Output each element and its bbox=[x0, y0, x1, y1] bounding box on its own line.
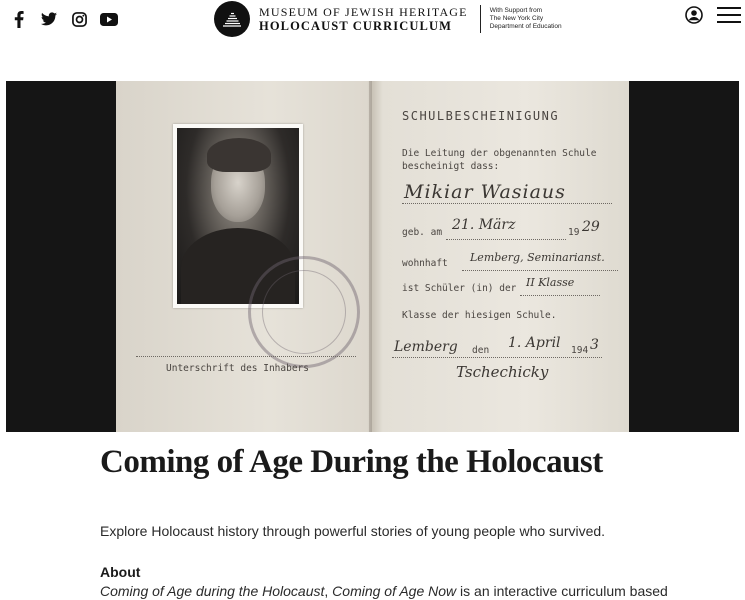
brand-text bbox=[259, 5, 468, 33]
brand-curriculum-name: HOLOCAUST CURRICULUM bbox=[259, 19, 452, 33]
account-icon bbox=[685, 6, 703, 24]
hamburger-menu-icon bbox=[717, 6, 741, 24]
den-label: den bbox=[472, 345, 490, 356]
brand-museum-name: MUSEUM OF JEWISH HERITAGE bbox=[259, 5, 468, 19]
student-label: ist Schüler (in) der bbox=[402, 283, 517, 294]
handwritten-city: Lemberg bbox=[394, 339, 458, 355]
youtube-link[interactable] bbox=[94, 9, 124, 29]
handwritten-class: II Klasse bbox=[526, 276, 575, 289]
handwritten-signature: Tschechicky bbox=[456, 363, 549, 381]
handwritten-name: Mikiar Wasiaus bbox=[404, 181, 566, 203]
about-text-rest: is an interactive curriculum based bbox=[456, 583, 668, 599]
instagram-icon bbox=[72, 12, 87, 27]
about-sep: , bbox=[324, 583, 333, 599]
support-line-2: The New York City bbox=[489, 15, 544, 22]
brand-divider bbox=[480, 5, 481, 33]
facebook-icon bbox=[14, 11, 24, 28]
site-logo[interactable] bbox=[214, 1, 562, 37]
about-text bbox=[100, 583, 668, 599]
born-year-printed: 19 bbox=[568, 227, 580, 238]
handwritten-born-date: 21. März bbox=[452, 217, 516, 233]
class-label: Klasse der hiesigen Schule. bbox=[402, 310, 557, 321]
year-printed: 194 bbox=[571, 345, 589, 356]
handwritten-year: 3 bbox=[590, 337, 599, 353]
signature-label: Unterschrift des Inhabers bbox=[166, 363, 309, 374]
hero-image bbox=[6, 81, 739, 432]
header-actions bbox=[685, 6, 741, 24]
page-intro: Explore Holocaust history through powerful stories of young people who survived. bbox=[100, 523, 606, 539]
support-line-3: Department of Education bbox=[489, 23, 562, 30]
site-header bbox=[0, 0, 745, 40]
document-intro: Die Leitung der obgenannten Schule bescheinigt dass: bbox=[402, 148, 597, 172]
support-credit bbox=[490, 7, 562, 31]
official-stamp-inner bbox=[262, 270, 346, 354]
school-certificate-document bbox=[116, 81, 629, 432]
about-title-1: Coming of Age during the Holocaust bbox=[100, 583, 325, 599]
document-title: SCHULBESCHEINIGUNG bbox=[402, 109, 560, 123]
twitter-link[interactable] bbox=[34, 9, 64, 29]
menu-button[interactable] bbox=[717, 6, 741, 24]
support-line-1: With Support from bbox=[489, 7, 543, 14]
facebook-link[interactable] bbox=[4, 9, 34, 29]
account-button[interactable] bbox=[685, 6, 703, 24]
document-fold bbox=[369, 81, 372, 432]
handwritten-born-year: 29 bbox=[582, 219, 600, 235]
born-label: geb. am bbox=[402, 227, 443, 238]
residence-label: wohnhaft bbox=[402, 258, 448, 269]
instagram-link[interactable] bbox=[64, 9, 94, 29]
social-links bbox=[4, 9, 124, 29]
handwritten-residence: Lemberg, Seminarianst. bbox=[470, 251, 605, 264]
handwritten-date: 1. April bbox=[508, 335, 561, 351]
about-title-2: Coming of Age Now bbox=[332, 583, 457, 599]
twitter-icon bbox=[41, 12, 57, 26]
museum-logo-icon bbox=[214, 1, 250, 37]
page-title: Coming of Age During the Holocaust bbox=[100, 444, 603, 480]
youtube-icon bbox=[100, 13, 118, 26]
about-heading: About bbox=[100, 564, 141, 580]
